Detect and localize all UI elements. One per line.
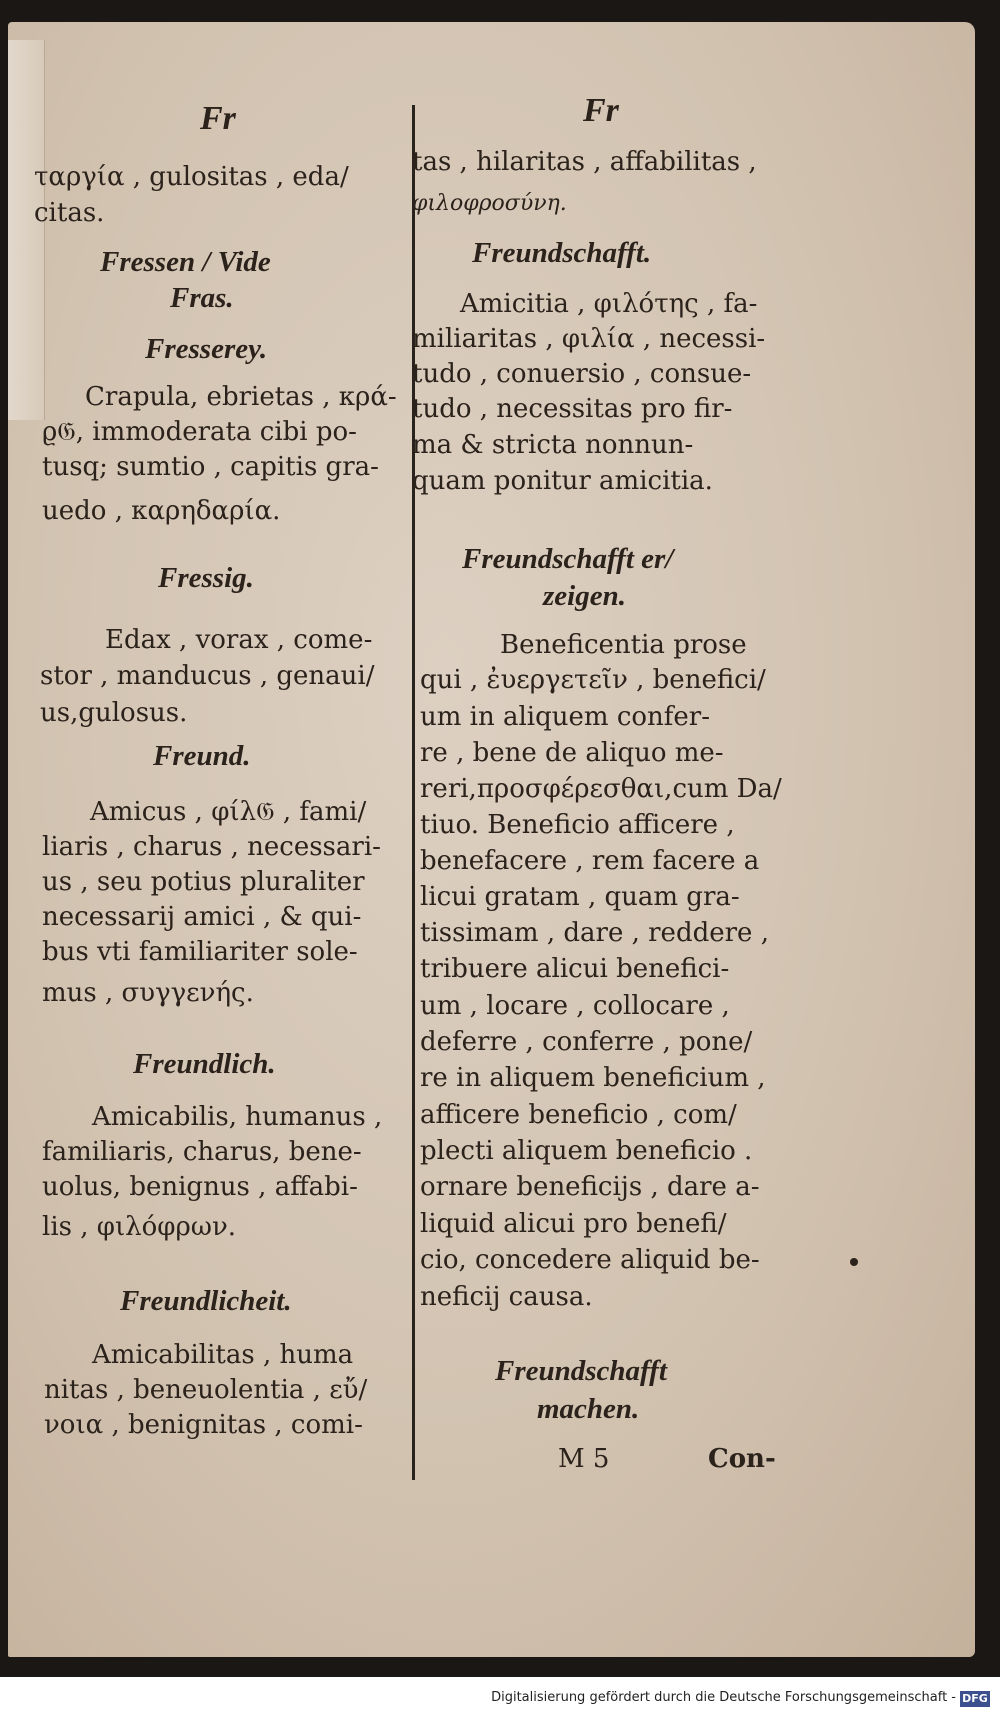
text-line: ornare beneficijs , dare a- [420,1172,760,1202]
text-line: Amicabilis, humanus , [92,1102,383,1132]
text-line: ma & stricta nonnun- [412,430,694,460]
text-line: bus vti familiariter sole- [42,937,358,967]
text-line: tiuo. Beneficio afficere , [420,810,735,840]
entry-heading: Fressen / Vide [100,246,271,278]
text-line: stor , manducus , genaui/ [40,661,375,691]
entry-heading: Fras. [170,282,234,314]
text-line: uolus, benignus , affabi- [42,1172,358,1202]
text-line: qui , ἐυεργετεῖν , benefici/ [420,665,766,695]
digitization-footer [0,1677,1000,1717]
funding-credit: Digitalisierung gefördert durch die Deutsche Forschungsgemeinschaft - [491,1690,956,1705]
text-line: tudo , conuersio , consue- [412,359,752,389]
entry-heading: zeigen. [543,580,626,612]
text-line: Amicabilitas , huma [92,1340,354,1370]
text-line: licui gratam , quam gra- [420,882,740,912]
text-line: deferre , conferre , pone/ [420,1027,753,1057]
entry-heading: Freundlicheit. [120,1285,292,1317]
text-line: citas. [34,198,105,228]
dfg-logo: DFG [960,1691,990,1707]
running-head-right: Fr [583,92,619,129]
text-line: tas , hilaritas , affabilitas , [412,147,757,177]
entry-heading: Freund. [153,740,251,772]
text-line: tudo , necessitas pro fir- [412,394,733,424]
text-line: afficere beneficio , com/ [420,1100,737,1130]
text-line: φιλοφροσύνη. [412,191,567,216]
text-line: reri,προσφέρεσθαι,cum Da/ [420,774,782,804]
text-line: us , seu potius pluraliter [42,867,365,897]
text-line: cio, concedere aliquid be- [420,1245,760,1275]
entry-heading: Fressig. [158,562,254,594]
text-line: re in aliquem beneficium , [420,1063,766,1093]
text-line: neficij causa. [420,1282,593,1312]
text-line: necessarij amici , & qui- [42,902,362,932]
text-line: quam ponitur amicitia. [412,466,713,496]
entry-heading: Freundschafft [495,1355,667,1387]
text-line: uedo , καρηδαρία. [42,496,281,526]
text-line: Beneficentia prose [500,630,747,660]
text-line: liaris , charus , necessari- [42,832,381,862]
running-head-left: Fr [200,100,236,137]
text-line: ϱ𝔊, immoderata cibi po- [42,417,357,447]
text-line: Amicus , φίλ𝔊 , fami/ [90,797,367,827]
signature-mark: M 5 [558,1444,610,1474]
catchword: Con- [708,1444,776,1474]
entry-heading: machen. [537,1393,640,1425]
text-line: lis , φιλόφρων. [42,1212,237,1242]
text-line: miliaritas , φιλία , necessi- [412,324,766,354]
ink-speck [850,1258,858,1266]
text-line: nitas , beneuolentia , εὔ/ [44,1375,368,1405]
text-line: νοια , benignitas , comi- [44,1410,363,1440]
entry-heading: Freundschafft. [472,237,652,269]
text-line: Edax , vorax , come- [105,625,373,655]
text-line: Amicitia , φιλότης , fa- [460,289,758,319]
text-line: ταργία , gulositas , eda/ [34,162,349,192]
text-line: um , locare , collocare , [420,991,730,1021]
text-line: benefacere , rem facere a [420,846,760,876]
text-line: Crapula, ebrietas , κρά- [85,382,397,412]
text-line: familiaris, charus, bene- [42,1137,362,1167]
text-line: um in aliquem confer- [420,702,710,732]
text-line: liquid alicui pro benefi/ [420,1209,727,1239]
text-line: us,gulosus. [40,698,188,728]
entry-heading: Freundschafft er/ [462,543,674,575]
text-line: tribuere alicui benefici- [420,954,730,984]
text-line: plecti aliquem beneficio . [420,1136,753,1166]
column-rule [412,105,415,1480]
folded-corner [8,40,45,420]
entry-heading: Freundlich. [133,1048,276,1080]
text-line: tissimam , dare , reddere , [420,918,769,948]
text-line: tusq; sumtio , capitis gra- [42,452,379,482]
entry-heading: Fresserey. [145,333,268,365]
text-line: mus , συγγενής. [42,978,254,1008]
text-line: re , bene de aliquo me- [420,738,724,768]
